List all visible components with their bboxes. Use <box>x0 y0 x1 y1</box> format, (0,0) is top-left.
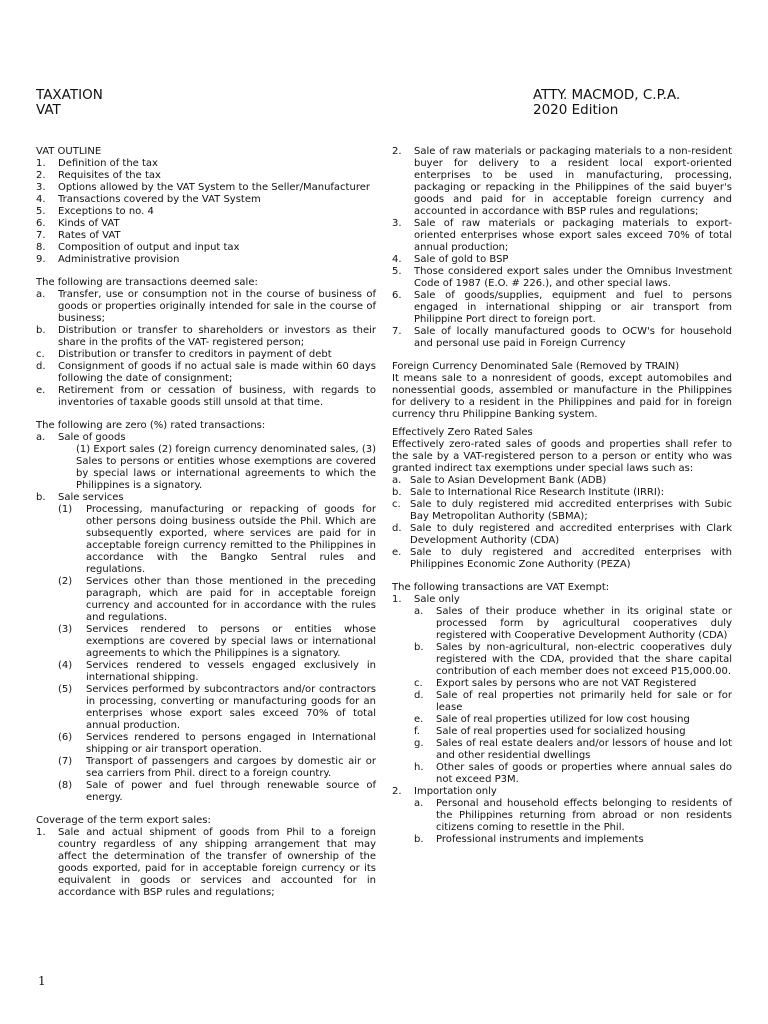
edition-label: 2020 Edition <box>533 102 619 118</box>
list-item: 2. Sale of raw materials or packaging materials to a non-resident buyer for delivery to a resident local export-oriented enterprises to be used in manufacturing, processing, packaging or repacking in the Philippines of the said buyer's goods and paid for in acceptable foreign currency and accounted in accordance with BSP rules and regulations; <box>392 146 732 217</box>
list-item: 6. Sale of goods/supplies, equipment and fuel to persons engaged in international shipping or air transport from Philippine Port direct to foreign port. <box>392 290 732 325</box>
list-item: c. Distribution or transfer to creditors in payment of debt <box>36 349 332 360</box>
list-item: a. Sale to Asian Development Bank (ADB) <box>392 475 607 486</box>
importation-only-list <box>392 798 732 846</box>
list-item: (5) Services performed by subcontractors and/or contractors in processing, converting or manufacturing goods for an enterprises whose export sales exceed 70% of total annual production. <box>58 684 376 731</box>
list-item: a. Sales of their produce whether in its original state or processed form by agricultural cooperatives duly registered with Cooperative Development Authority (CDA) <box>414 606 732 641</box>
list-item: (2) Services other than those mentioned in the preceding paragraph, which are paid for in acceptable foreign currency and accounted for in accordance with the rules and regulations. <box>58 576 376 623</box>
zero-rated-title: The following are zero (%) rated transactions: <box>36 420 266 431</box>
list-item: e. Retirement from or cessation of business, with regards to inventories of taxable goods still unsold at that time. <box>36 385 376 408</box>
sale-only-list <box>392 606 732 786</box>
header-left <box>36 88 103 118</box>
list-item: 4. Sale of gold to BSP <box>392 254 509 265</box>
coverage-list-continued <box>392 146 732 350</box>
list-item: 1. Sale and actual shipment of goods from Phil to a foreign country regardless of any shipping arrangement that may affect the determination of the transfer of ownership of the goods exported, paid for in acceptable foreign currency or its equivalent in goods or services and accounted for in accordance with BSP rules and regulations; <box>36 827 376 898</box>
fcds-text: It means sale to a nonresident of goods, except automobiles and nonessential goods, assembled or manufacture in the Philippines for delivery to a resident in the Philippines and paid for in foreign currency thru Philippine Banking system. <box>392 373 732 420</box>
list-item: g. Sales of real estate dealers and/or lessors of house and lot and other residential dwellings <box>414 738 732 761</box>
list-item: 2. Requisites of the tax <box>36 170 161 181</box>
list-item: 8. Composition of output and input tax <box>36 242 240 253</box>
list-item: (3) Services rendered to persons or entities whose exemptions are covered by special laws or international agreements to which the Philippines is a signatory. <box>58 624 376 659</box>
list-item: 1. Definition of the tax <box>36 158 158 169</box>
list-item: e. Sale to duly registered and accredited enterprises with Philippines Economic Zone Authority (PEZA) <box>392 547 732 570</box>
list-item: 3. Sale of raw materials or packaging materials to export-oriented enterprises whose export sales exceed 70% of total annual production; <box>392 218 732 253</box>
list-item: e. Sale of real properties utilized for low cost housing <box>414 714 690 725</box>
subject-title: TAXATION <box>36 87 103 103</box>
outline-list <box>36 158 376 266</box>
fcds-title: Foreign Currency Denominated Sale (Removed by TRAIN) <box>392 361 680 372</box>
list-item: 3. Options allowed by the VAT System to the Seller/Manufacturer <box>36 182 370 193</box>
list-item: 6. Kinds of VAT <box>36 218 120 229</box>
list-item: b. Sales by non-agricultural, non-electric cooperatives duly registered with the CDA, provided that the share capital contribution of each member does not exceed P15,000.00. <box>414 642 732 677</box>
list-item: 1. Sale only <box>392 594 460 605</box>
list-item: c. Export sales by persons who are not VAT Registered <box>414 678 697 689</box>
list-item: a. Transfer, use or consumption not in the course of business of goods or properties originally intended for sale in the course of business; <box>36 289 376 324</box>
page-number: 1 <box>38 974 46 988</box>
list-item: (8) Sale of power and fuel through renewable source of energy. <box>58 780 376 803</box>
list-item: (4) Services rendered to vessels engaged exclusively in international shipping. <box>58 660 376 683</box>
sale-of-goods-text: (1) Export sales (2) foreign currency denominated sales, (3) Sales to persons or entities whose exemptions are covered by special laws or international agreements to which the Philippines is a signatory. <box>76 444 376 491</box>
list-item: 4. Transactions covered by the VAT System <box>36 194 261 205</box>
list-item: d. Sale of real properties not primarily held for sale or for lease <box>414 690 732 713</box>
list-item: (1) Processing, manufacturing or repacking of goods for other persons doing business outside the Phil. Which are subsequently exported, where services are paid for in acceptable foreign currency remitted to the Philippines in accordance with the Bangko Sentral rules and regulations. <box>58 504 376 575</box>
list-item: d. Consignment of goods if no actual sale is made within 60 days following the date of consignment; <box>36 361 376 384</box>
coverage-title: Coverage of the term export sales: <box>36 815 211 826</box>
list-item: c. Sale to duly registered mid accredited enterprises with Subic Bay Metropolitan Authority (SBMA); <box>392 499 732 522</box>
ezr-text: Effectively zero-rated sales of goods and properties shall refer to the sale by a VAT-registered person to a person or entity who was granted indirect tax exemptions under special laws such as: <box>392 439 732 474</box>
ezr-title: Effectively Zero Rated Sales <box>392 427 533 438</box>
list-item: b. Sale to International Rice Research Institute (IRRI): <box>392 487 665 498</box>
list-item: 9. Administrative provision <box>36 254 180 265</box>
list-item: a. Personal and household effects belonging to residents of the Philippines returning from abroad or non residents citizens coming to resettle in the Phil. <box>414 798 732 833</box>
list-item: b. Distribution or transfer to shareholders or investors as their share in the profits of the VAT- registered person; <box>36 325 376 348</box>
deemed-sale-title: The following are transactions deemed sale: <box>36 277 258 288</box>
list-item: h. Other sales of goods or properties where annual sales do not exceed P3M. <box>414 762 732 785</box>
list-item: a. Sale of goods <box>36 432 126 443</box>
right-column <box>392 146 732 846</box>
header-right <box>533 88 680 118</box>
list-item: 7. Sale of locally manufactured goods to OCW's for household and personal use paid in Foreign Currency <box>392 326 732 349</box>
vat-exempt-title: The following transactions are VAT Exempt: <box>392 582 610 593</box>
list-item: 2. Importation only <box>392 786 497 797</box>
outline-title: VAT OUTLINE <box>36 146 102 157</box>
topic-title: VAT <box>36 102 61 118</box>
ezr-list <box>392 475 732 571</box>
list-item: 5. Those considered export sales under the Omnibus Investment Code of 1987 (E.O. # 226.), and other special laws. <box>392 266 732 289</box>
list-item: f. Sale of real properties used for socialized housing <box>414 726 686 737</box>
list-item: b. Professional instruments and implements <box>414 834 644 845</box>
list-item: 5. Exceptions to no. 4 <box>36 206 154 217</box>
list-item: b. Sale services <box>36 492 124 503</box>
list-item: 7. Rates of VAT <box>36 230 121 241</box>
services-list <box>36 504 376 804</box>
list-item: (7) Transport of passengers and cargoes by domestic air or sea carriers from Phil. direct to a foreign country. <box>58 756 376 779</box>
list-item: (6) Services rendered to persons engaged in International shipping or air transport operation. <box>58 732 376 755</box>
left-column <box>36 146 376 899</box>
list-item: d. Sale to duly registered and accredited enterprises with Clark Development Authority (CDA) <box>392 523 732 546</box>
author-name: ATTY. MACMOD, C.P.A. <box>533 87 681 103</box>
deemed-sale-list <box>36 289 376 409</box>
